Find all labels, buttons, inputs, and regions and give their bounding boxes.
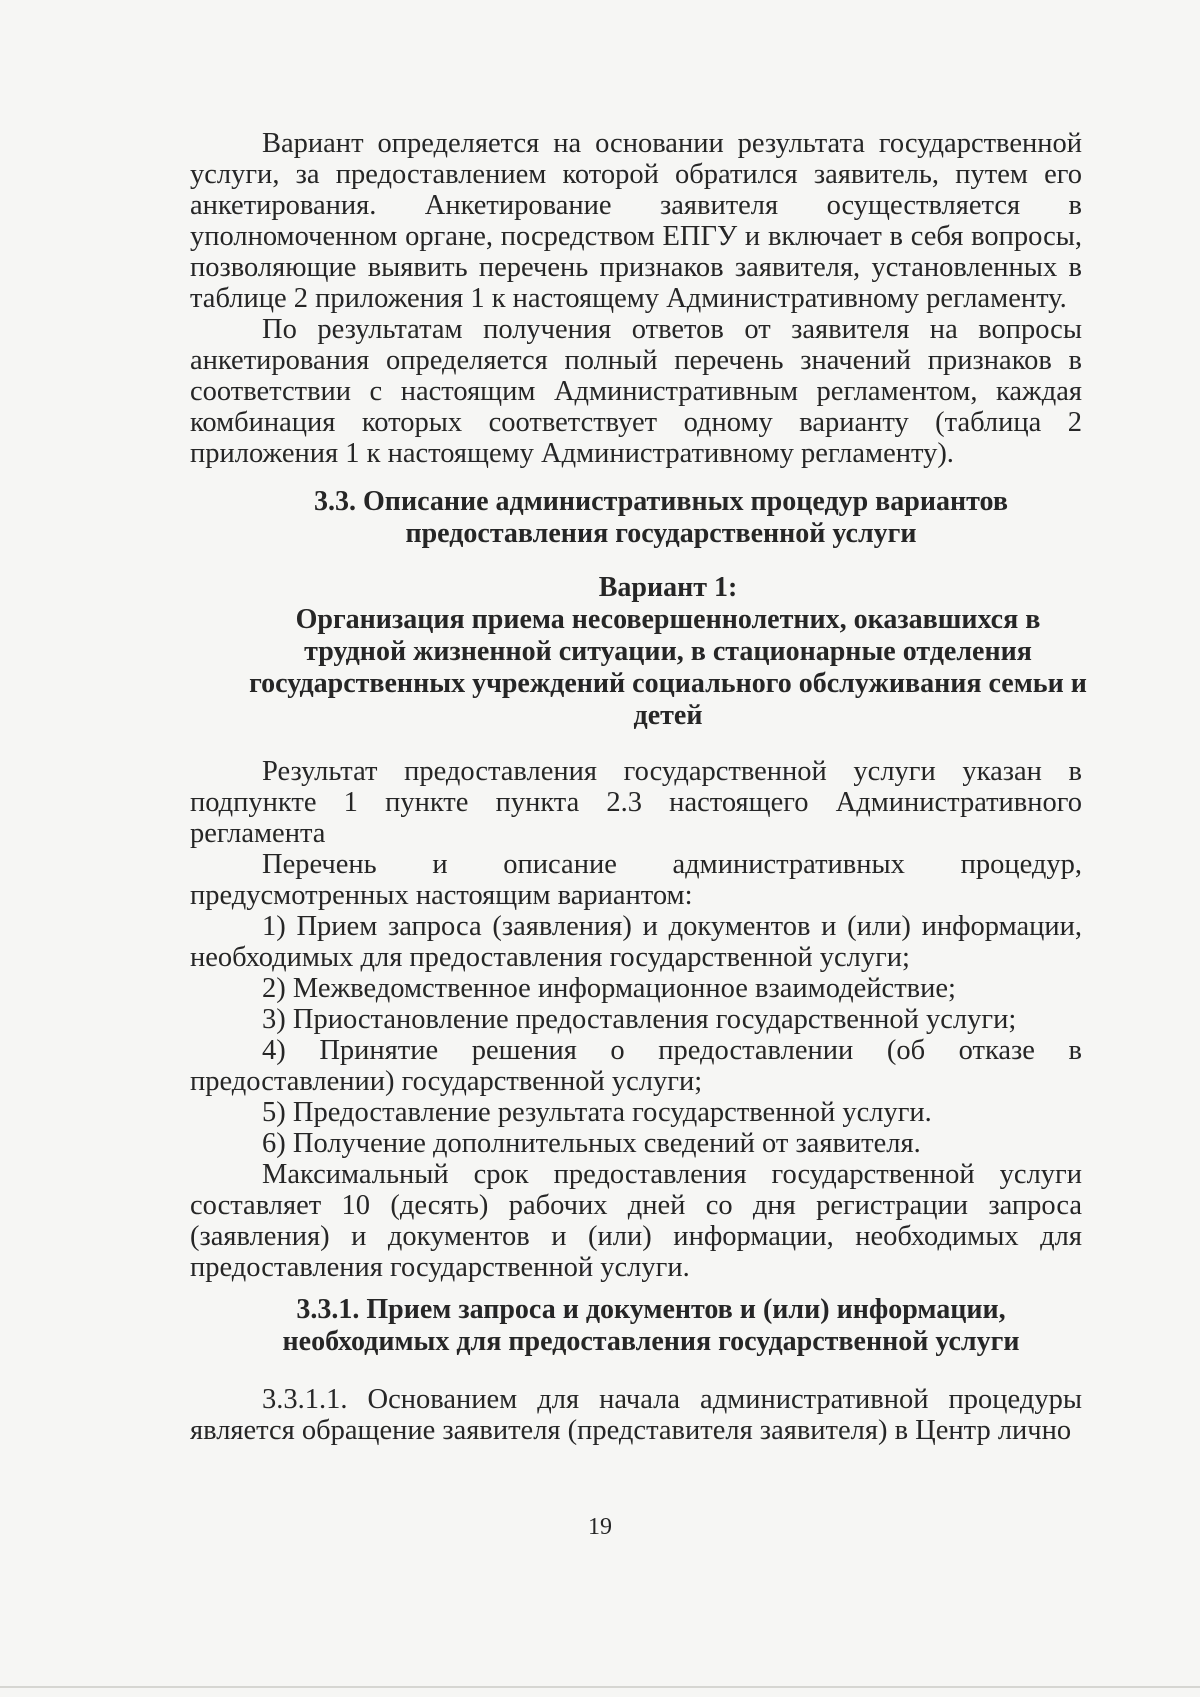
intro-paragraph-1: Вариант определяется на основании результата государственной услуги, за предоставлением которой обратился заявитель, путем его анкетирования. Анкетирование заявителя осуществляется в уполномоченном органе, посредством ЕПГУ и включает в себя вопросы, позволяющие выявить перечень признаков заявителя, установленных в таблице 2 приложения 1 к настоящему Административному регламенту. [190,128,1082,314]
section-3-3-1-heading-line-1: 3.3.1. Прием запроса и документов и (или) информации, [296,1294,1006,1325]
procedure-item-5: 5) Предоставление результата государственной услуги. [262,1097,932,1128]
intro-paragraph-2: По результатам получения ответов от заявителя на вопросы анкетирования определяется полный перечень значений признаков в соответствии с настоящим Административным регламентом, каждая комбинация которых соответствует одному варианту (таблица 2 приложения 1 к настоящему Административному регламенту). [190,314,1082,469]
procedure-item-2: 2) Межведомственное информационное взаимодействие; [262,973,956,1004]
procedure-item-1: 1) Прием запроса (заявления) и документов и (или) информации, необходимых для предоставления государственной услуги; [190,911,1082,973]
result-paragraph: Результат предоставления государственной услуги указан в подпункте 1 пункте пункта 2.3 настоящего Административного регламента [190,756,1082,849]
intro-text [190,128,1082,469]
final-paragraph: 3.3.1.1. Основанием для начала административной процедуры является обращение заявителя (представителя заявителя) в Центр лично [190,1384,1082,1446]
variant-title-line-1: Организация приема несовершеннолетних, оказавшихся в [295,604,1041,635]
section-3-3-1-body [190,1384,1082,1446]
variant-body [190,756,1082,1283]
variant-heading [190,572,1146,732]
procedure-item-4: 4) Принятие решения о предоставлении (об отказе в предоставлении) государственной услуги; [190,1035,1082,1097]
variant-title-line-2: трудной жизненной ситуации, в стационарные отделения [304,636,1032,667]
section-3-3-1-heading [190,1294,1112,1358]
procedures-intro: Перечень и описание административных процедур, предусмотренных настоящим вариантом: [190,849,1082,911]
section-3-3-heading-line-2: предоставления государственной услуги [405,518,917,549]
max-term-paragraph: Максимальный срок предоставления государственной услуги составляет 10 (десять) рабочих дней со дня регистрации запроса (заявления) и документов и (или) информации, необходимых для предоставления государственной услуги. [190,1159,1082,1283]
variant-title-line-3: государственных учреждений социального обслуживания семьи и [249,668,1087,699]
variant-label: Вариант 1: [598,572,738,603]
variant-title-line-4: детей [633,700,703,731]
procedure-item-6: 6) Получение дополнительных сведений от заявителя. [262,1128,921,1159]
section-3-3-heading [240,486,1082,550]
section-3-3-heading-line-1: 3.3. Описание административных процедур вариантов [314,486,1008,517]
scan-edge-line [0,1686,1200,1688]
procedure-item-3: 3) Приостановление предоставления государственной услуги; [262,1004,1017,1035]
page-number: 19 [588,1514,612,1540]
section-3-3-1-heading-line-2: необходимых для предоставления государственной услуги [282,1326,1020,1357]
